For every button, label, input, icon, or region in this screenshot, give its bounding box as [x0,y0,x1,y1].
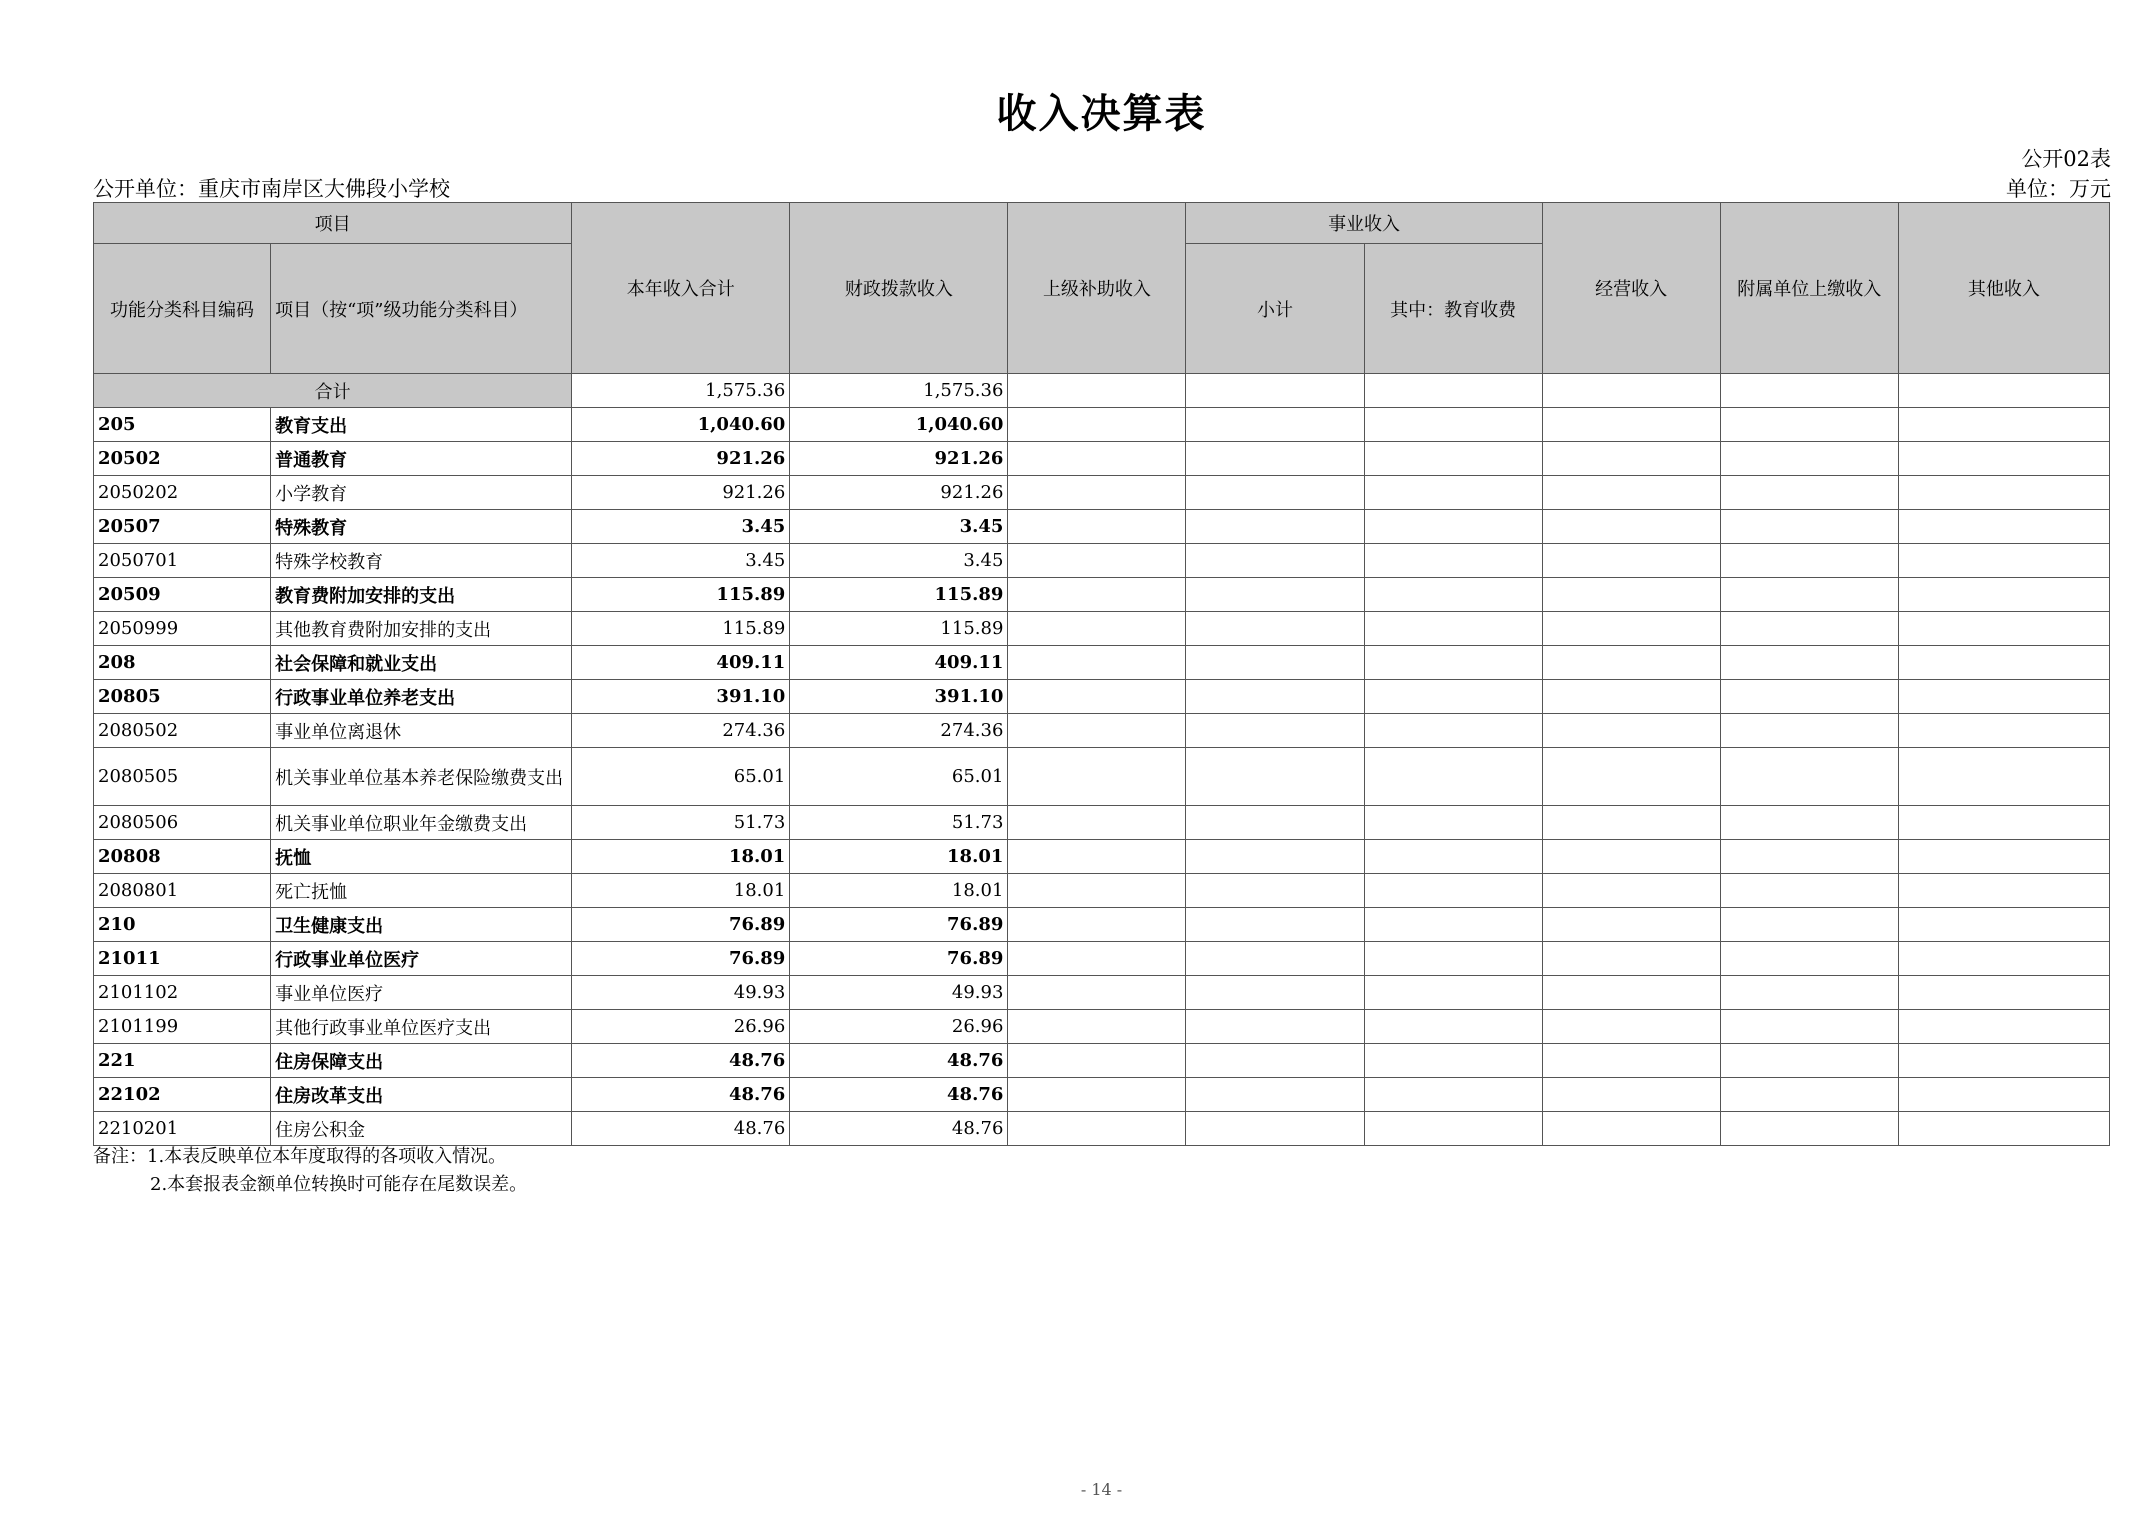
row-business [1542,646,1720,680]
row-affiliated [1720,976,1898,1010]
row-edu-fee [1364,544,1542,578]
row-subtotal [1186,874,1364,908]
row-superior [1008,1112,1186,1146]
row-edu-fee [1364,908,1542,942]
row-affiliated [1720,680,1898,714]
table-row [94,408,2110,442]
table-row [94,1078,2110,1112]
row-code: 2050701 [94,544,271,578]
row-total: 65.01 [572,748,790,806]
row-affiliated [1720,476,1898,510]
total-affiliated [1720,374,1898,408]
row-fiscal: 3.45 [790,510,1008,544]
row-affiliated [1720,714,1898,748]
row-name: 住房改革支出 [271,1078,572,1112]
table-row [94,714,2110,748]
row-total: 76.89 [572,942,790,976]
table-row [94,840,2110,874]
row-subtotal [1186,476,1364,510]
row-edu-fee [1364,680,1542,714]
header-business: 经营收入 [1542,203,1720,374]
row-name: 特殊教育 [271,510,572,544]
row-name: 行政事业单位养老支出 [271,680,572,714]
row-edu-fee [1364,942,1542,976]
row-fiscal: 49.93 [790,976,1008,1010]
row-fiscal: 409.11 [790,646,1008,680]
row-name: 机关事业单位职业年金缴费支出 [271,806,572,840]
row-fiscal: 274.36 [790,714,1008,748]
table-row [94,874,2110,908]
table-row [94,908,2110,942]
row-subtotal [1186,840,1364,874]
row-fiscal: 48.76 [790,1112,1008,1146]
row-subtotal [1186,714,1364,748]
row-affiliated [1720,806,1898,840]
row-other [1898,840,2109,874]
table-row [94,942,2110,976]
row-total: 274.36 [572,714,790,748]
row-edu-fee [1364,714,1542,748]
row-affiliated [1720,544,1898,578]
table-row [94,748,2110,806]
row-name: 事业单位离退休 [271,714,572,748]
row-code: 2080506 [94,806,271,840]
table-row [94,806,2110,840]
total-superior [1008,374,1186,408]
header-name: 项目（按“项”级功能分类科目） [271,244,572,374]
income-table [93,202,2110,1146]
row-superior [1008,544,1186,578]
page-number: - 14 - [1080,1480,1123,1499]
note-line-2: 2.本套报表金额单位转换时可能存在尾数误差。 [150,1174,528,1195]
row-fiscal: 3.45 [790,544,1008,578]
row-other [1898,976,2109,1010]
row-superior [1008,408,1186,442]
row-business [1542,1112,1720,1146]
row-superior [1008,806,1186,840]
row-other [1898,908,2109,942]
row-affiliated [1720,874,1898,908]
row-edu-fee [1364,1112,1542,1146]
row-fiscal: 26.96 [790,1010,1008,1044]
header-total: 本年收入合计 [572,203,790,374]
row-other [1898,1078,2109,1112]
row-subtotal [1186,442,1364,476]
row-fiscal: 115.89 [790,612,1008,646]
row-fiscal: 18.01 [790,840,1008,874]
row-edu-fee [1364,806,1542,840]
row-superior [1008,714,1186,748]
unit-label: 单位：万元 [2006,177,2111,201]
row-other [1898,748,2109,806]
row-business [1542,748,1720,806]
row-other [1898,408,2109,442]
row-business [1542,1078,1720,1112]
row-superior [1008,578,1186,612]
row-business [1542,680,1720,714]
table-row [94,476,2110,510]
row-name: 行政事业单位医疗 [271,942,572,976]
table-row [94,1010,2110,1044]
row-edu-fee [1364,646,1542,680]
row-subtotal [1186,1078,1364,1112]
row-name: 教育费附加安排的支出 [271,578,572,612]
row-superior [1008,1044,1186,1078]
row-affiliated [1720,1112,1898,1146]
row-subtotal [1186,748,1364,806]
row-fiscal: 1,040.60 [790,408,1008,442]
form-number: 公开02表 [2021,147,2111,171]
row-edu-fee [1364,874,1542,908]
row-superior [1008,1010,1186,1044]
row-edu-fee [1364,1010,1542,1044]
row-total: 26.96 [572,1010,790,1044]
row-subtotal [1186,942,1364,976]
row-name: 其他行政事业单位医疗支出 [271,1010,572,1044]
row-business [1542,1010,1720,1044]
row-subtotal [1186,408,1364,442]
table-row [94,510,2110,544]
row-business [1542,408,1720,442]
row-other [1898,442,2109,476]
row-business [1542,806,1720,840]
row-code: 22102 [94,1078,271,1112]
row-fiscal: 18.01 [790,874,1008,908]
row-other [1898,476,2109,510]
table-body [94,374,2110,1146]
row-affiliated [1720,908,1898,942]
row-business [1542,442,1720,476]
row-edu-fee [1364,510,1542,544]
row-name: 其他教育费附加安排的支出 [271,612,572,646]
row-business [1542,840,1720,874]
row-code: 20507 [94,510,271,544]
row-code: 2101102 [94,976,271,1010]
row-other [1898,510,2109,544]
row-affiliated [1720,1010,1898,1044]
row-fiscal: 921.26 [790,442,1008,476]
row-total: 115.89 [572,612,790,646]
page-title: 收入决算表 [996,90,1207,137]
row-total: 3.45 [572,544,790,578]
row-fiscal: 921.26 [790,476,1008,510]
header-fiscal: 财政拨款收入 [790,203,1008,374]
row-superior [1008,1078,1186,1112]
row-edu-fee [1364,408,1542,442]
row-code: 221 [94,1044,271,1078]
row-total: 48.76 [572,1078,790,1112]
row-code: 2080801 [94,874,271,908]
row-subtotal [1186,806,1364,840]
row-business [1542,1044,1720,1078]
row-subtotal [1186,646,1364,680]
row-other [1898,874,2109,908]
row-business [1542,510,1720,544]
row-name: 教育支出 [271,408,572,442]
row-subtotal [1186,544,1364,578]
row-total: 49.93 [572,976,790,1010]
row-affiliated [1720,840,1898,874]
row-name: 事业单位医疗 [271,976,572,1010]
row-affiliated [1720,408,1898,442]
row-affiliated [1720,942,1898,976]
row-business [1542,874,1720,908]
total-label: 合计 [94,374,572,408]
row-total: 3.45 [572,510,790,544]
row-fiscal: 48.76 [790,1044,1008,1078]
row-code: 2080502 [94,714,271,748]
row-name: 死亡抚恤 [271,874,572,908]
row-business [1542,544,1720,578]
row-superior [1008,646,1186,680]
row-edu-fee [1364,578,1542,612]
row-superior [1008,510,1186,544]
row-code: 210 [94,908,271,942]
row-subtotal [1186,510,1364,544]
row-business [1542,476,1720,510]
total-other [1898,374,2109,408]
row-affiliated [1720,442,1898,476]
row-superior [1008,874,1186,908]
row-edu-fee [1364,748,1542,806]
row-edu-fee [1364,476,1542,510]
table-row [94,976,2110,1010]
row-code: 2101199 [94,1010,271,1044]
table-row [94,1112,2110,1146]
row-total: 48.76 [572,1112,790,1146]
row-subtotal [1186,976,1364,1010]
organization-label: 公开单位：重庆市南岸区大佛段小学校 [93,177,450,201]
row-other [1898,578,2109,612]
total-total: 1,575.36 [572,374,790,408]
row-other [1898,942,2109,976]
row-superior [1008,748,1186,806]
row-other [1898,1010,2109,1044]
row-total: 18.01 [572,874,790,908]
row-code: 2210201 [94,1112,271,1146]
row-superior [1008,840,1186,874]
row-total: 391.10 [572,680,790,714]
row-other [1898,1112,2109,1146]
row-superior [1008,942,1186,976]
table-row [94,442,2110,476]
row-code: 20808 [94,840,271,874]
header-other: 其他收入 [1898,203,2109,374]
row-fiscal: 391.10 [790,680,1008,714]
row-subtotal [1186,1010,1364,1044]
row-edu-fee [1364,612,1542,646]
row-affiliated [1720,748,1898,806]
row-other [1898,646,2109,680]
row-affiliated [1720,578,1898,612]
row-code: 2050999 [94,612,271,646]
row-superior [1008,612,1186,646]
row-total: 18.01 [572,840,790,874]
row-code: 21011 [94,942,271,976]
table-row [94,578,2110,612]
row-affiliated [1720,510,1898,544]
row-superior [1008,680,1186,714]
row-total: 921.26 [572,476,790,510]
total-business [1542,374,1720,408]
row-name: 普通教育 [271,442,572,476]
row-fiscal: 115.89 [790,578,1008,612]
row-fiscal: 76.89 [790,942,1008,976]
header-superior: 上级补助收入 [1008,203,1186,374]
row-superior [1008,476,1186,510]
row-total: 76.89 [572,908,790,942]
row-affiliated [1720,646,1898,680]
row-edu-fee [1364,1044,1542,1078]
row-edu-fee [1364,442,1542,476]
row-name: 机关事业单位基本养老保险缴费支出 [271,748,572,806]
row-business [1542,578,1720,612]
row-code: 20509 [94,578,271,612]
table-row [94,646,2110,680]
table-row [94,680,2110,714]
note-line-1: 备注：1.本表反映单位本年度取得的各项收入情况。 [93,1146,507,1167]
row-total: 921.26 [572,442,790,476]
row-other [1898,680,2109,714]
row-affiliated [1720,1078,1898,1112]
table-row [94,544,2110,578]
row-fiscal: 65.01 [790,748,1008,806]
row-name: 住房公积金 [271,1112,572,1146]
row-code: 20805 [94,680,271,714]
row-other [1898,544,2109,578]
row-subtotal [1186,680,1364,714]
row-other [1898,714,2109,748]
row-total: 409.11 [572,646,790,680]
row-code: 2050202 [94,476,271,510]
row-name: 特殊学校教育 [271,544,572,578]
row-code: 2080505 [94,748,271,806]
row-affiliated [1720,612,1898,646]
header-career: 事业收入 [1186,203,1542,244]
row-total: 1,040.60 [572,408,790,442]
row-fiscal: 48.76 [790,1078,1008,1112]
total-edu-fee [1364,374,1542,408]
row-total: 48.76 [572,1044,790,1078]
table-row [94,1044,2110,1078]
row-superior [1008,908,1186,942]
total-row [94,374,2110,408]
row-business [1542,612,1720,646]
row-name: 小学教育 [271,476,572,510]
row-name: 社会保障和就业支出 [271,646,572,680]
row-other [1898,1044,2109,1078]
row-total: 115.89 [572,578,790,612]
row-other [1898,612,2109,646]
table-row [94,612,2110,646]
row-business [1542,714,1720,748]
row-code: 20502 [94,442,271,476]
row-superior [1008,976,1186,1010]
row-business [1542,942,1720,976]
total-fiscal: 1,575.36 [790,374,1008,408]
row-code: 208 [94,646,271,680]
row-subtotal [1186,1112,1364,1146]
row-superior [1008,442,1186,476]
row-code: 205 [94,408,271,442]
row-name: 卫生健康支出 [271,908,572,942]
row-subtotal [1186,612,1364,646]
header-project: 项目 [94,203,572,244]
row-affiliated [1720,1044,1898,1078]
row-name: 住房保障支出 [271,1044,572,1078]
row-subtotal [1186,908,1364,942]
table-header [94,203,2110,374]
header-code: 功能分类科目编码 [94,244,271,374]
row-business [1542,976,1720,1010]
row-other [1898,806,2109,840]
row-edu-fee [1364,1078,1542,1112]
row-fiscal: 76.89 [790,908,1008,942]
row-fiscal: 51.73 [790,806,1008,840]
header-edu-fee: 其中：教育收费 [1364,244,1542,374]
header-affiliated: 附属单位上缴收入 [1720,203,1898,374]
row-subtotal [1186,1044,1364,1078]
row-business [1542,908,1720,942]
row-subtotal [1186,578,1364,612]
row-edu-fee [1364,976,1542,1010]
row-total: 51.73 [572,806,790,840]
total-subtotal [1186,374,1364,408]
row-edu-fee [1364,840,1542,874]
row-name: 抚恤 [271,840,572,874]
header-subtotal: 小计 [1186,244,1364,374]
